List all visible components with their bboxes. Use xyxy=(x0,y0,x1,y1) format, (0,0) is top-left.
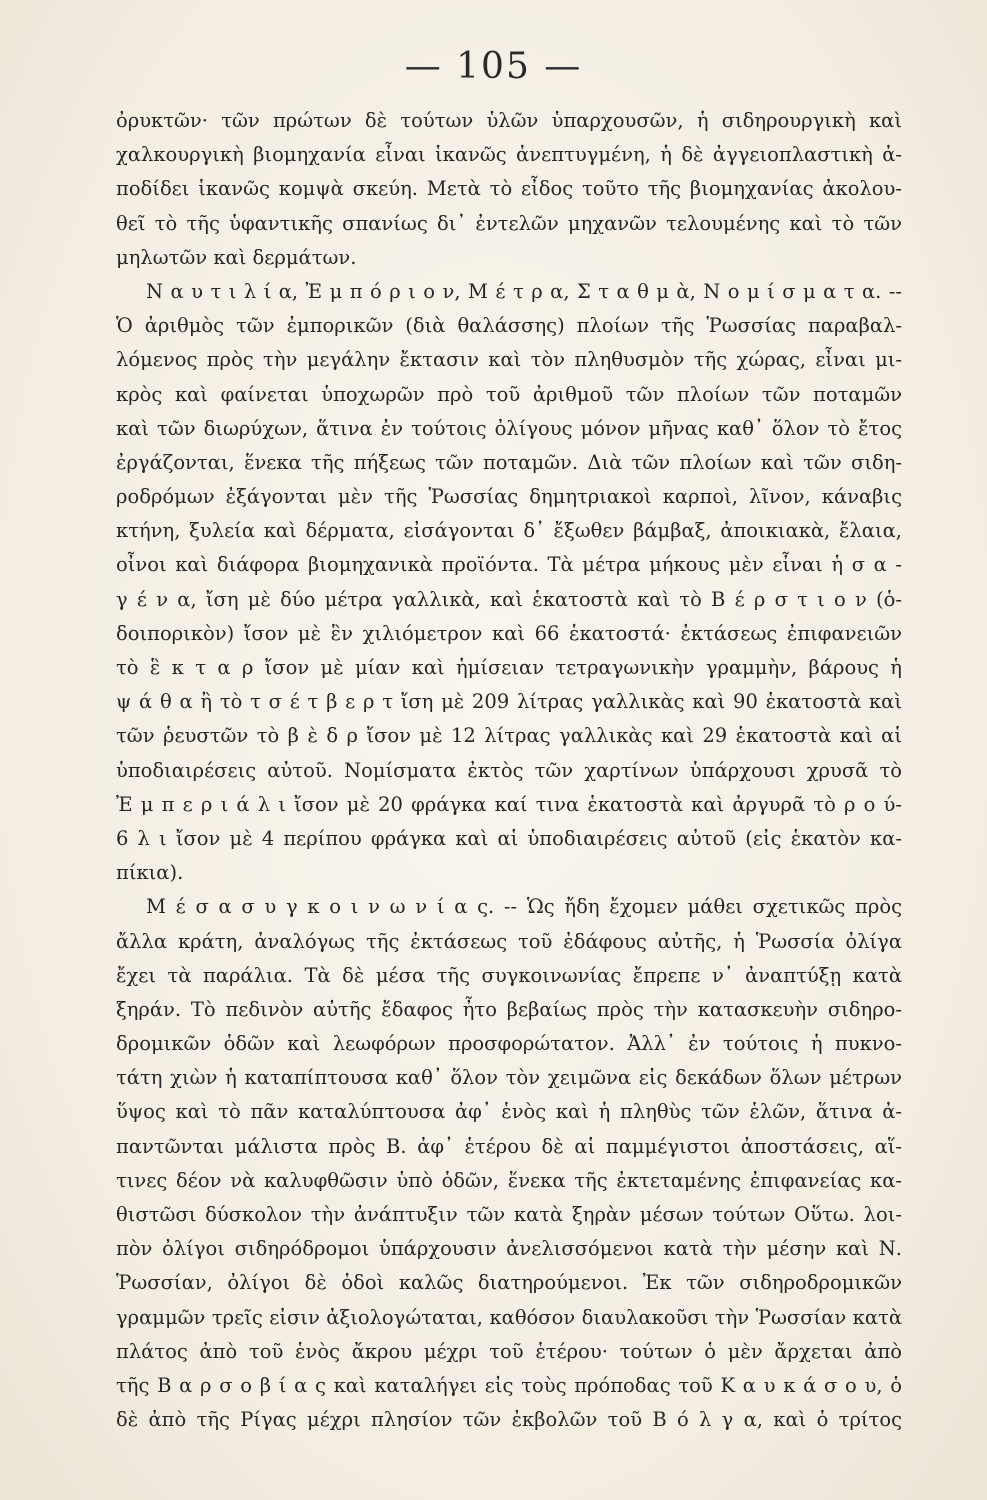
text-line: γραμμῶν τρεῖς εἰσιν ἀξιολογώταται, καθόσον διαυλακοῦσι τὴν Ῥωσσίαν κατὰ xyxy=(116,1305,902,1329)
text-line: πὸν ὀλίγοι σιδηρόδρομοι ὑπάρχουσιν ἀνελισσόμενοι κατὰ τὴν μέσην καὶ Ν. xyxy=(116,1237,902,1261)
text-line: κτήνη, ξυλεία καὶ δέρματα, εἰσάγονται δ᾽ ἔξωθεν βάμβαξ, ἀποικιακὰ, ἔλαια, xyxy=(116,519,902,543)
text-line: χαλκουργικὴ βιομηχανία εἶναι ἱκανῶς ἀνεπτυγμένη, ἡ δὲ ἀγγειοπλαστικὴ ἀ- xyxy=(116,143,902,167)
section-heading-line: Μ έ σ α σ υ γ κ ο ι ν ω ν ί α ς. -- Ὡς ἤδη ἔχομεν μάθει σχετικῶς πρὸς xyxy=(146,895,902,919)
text-line: πίκια). xyxy=(116,861,184,885)
page-number: — 105 — xyxy=(404,46,583,87)
text-line: θεῖ τὸ τῆς ὑφαντικῆς σπανίως δι᾽ ἐντελῶν μηχανῶν τελουμένης καὶ τὸ τῶν xyxy=(116,211,902,235)
text-line: Ῥωσσίαν, ὀλίγοι δὲ ὁδοὶ καλῶς διατηρούμενοι. Ἐκ τῶν σιδηροδρομικῶν xyxy=(116,1271,902,1295)
text-line: τινες δέον νὰ καλυφθῶσιν ὑπὸ ὁδῶν, ἕνεκα τῆς ἐκτεταμένης ἐπιφανείας κα- xyxy=(116,1168,902,1192)
text-line: ὀρυκτῶν· τῶν πρώτων δὲ τούτων ὑλῶν ὑπαρχουσῶν, ἡ σιδηρουργικὴ καὶ xyxy=(116,109,902,132)
body-text xyxy=(116,104,902,1437)
text-line: τῶν ῥευστῶν τὸ β ὲ δ ρ ἴσον μὲ 12 λίτρας γαλλικὰς καὶ 29 ἑκατοστὰ καὶ αἱ xyxy=(116,724,902,748)
text-line: δοιπορικὸν) ἴσον μὲ ἓν χιλιόμετρον καὶ 66 ἑκατοστά· ἐκτάσεως ἐπιφανειῶν xyxy=(116,621,902,645)
text-line: ξηράν. Τὸ πεδινὸν αὐτῆς ἔδαφος ἦτο βεβαίως πρὸς τὴν κατασκευὴν σιδηρο- xyxy=(116,997,902,1021)
text-line: Ἐ μ π ε ρ ι ά λ ι ἴσον μὲ 20 φράγκα καί τινα ἑκατοστὰ καὶ ἀργυρᾶ τὸ ρ ο ύ- xyxy=(116,792,902,816)
text-line: ὑποδιαιρέσεις αὐτοῦ. Νομίσματα ἐκτὸς τῶν χαρτίνων ὑπάρχουσι χρυσᾶ τὸ xyxy=(116,758,902,782)
text-line: πλάτος ἀπὸ τοῦ ἑνὸς ἄκρου μέχρι τοῦ ἑτέρου· τούτων ὁ μὲν ἄρχεται ἀπὸ xyxy=(116,1339,902,1363)
text-line: δὲ ἀπὸ τῆς Ρίγας μέχρι πλησίον τῶν ἐκβολῶν τοῦ Β ό λ γ α, καὶ ὁ τρίτος xyxy=(116,1408,902,1432)
text-line: Ὁ ἀριθμὸς τῶν ἐμπορικῶν (διὰ θαλάσσης) πλοίων τῆς Ῥωσσίας παραβαλ- xyxy=(116,314,902,338)
text-line: ὕψος καὶ τὸ πᾶν καταλύπτουσα ἀφ᾽ ἑνὸς καὶ ἡ πληθὺς τῶν ἑλῶν, ἅτινα ἀ- xyxy=(116,1100,902,1124)
text-line: παντῶνται μάλιστα πρὸς Β. ἀφ᾽ ἑτέρου δὲ αἱ παμμέγιστοι ἀποστάσεις, αἵ- xyxy=(116,1134,902,1158)
text-line: μηλωτῶν καὶ δερμάτων. xyxy=(116,245,357,269)
text-line: ἐργάζονται, ἕνεκα τῆς πήξεως τῶν ποταμῶν. Διὰ τῶν πλοίων καὶ τῶν σιδη- xyxy=(116,450,902,474)
text-line: τὸ ἓ κ τ α ρ ἴσον μὲ μίαν καὶ ἡμίσειαν τετραγωνικὴν γραμμὴν, βάρους ἡ xyxy=(116,656,902,679)
text-line: 6 λ ι ἴσον μὲ 4 περίπου φράγκα καὶ αἱ ὑποδιαιρέσεις αὐτοῦ (εἰς ἑκατὸν κα- xyxy=(116,826,902,850)
text-line: κρὸς καὶ φαίνεται ὑποχωρῶν πρὸ τοῦ ἀριθμοῦ τῶν πλοίων τῶν ποταμῶν xyxy=(116,382,902,406)
text-line: ἄλλα κράτη, ἀναλόγως τῆς ἐκτάσεως τοῦ ἐδάφους αὐτῆς, ἡ Ῥωσσία ὀλίγα xyxy=(116,929,902,953)
text-line: ἔχει τὰ παράλια. Τὰ δὲ μέσα τῆς συγκοινωνίας ἔπρεπε ν᾽ ἀναπτύξῃ κατὰ xyxy=(116,963,902,987)
text-line: τάτη χιὼν ἡ καταπίπτουσα καθ᾽ ὅλον τὸν χειμῶνα εἰς δεκάδων ὅλων μέτρων xyxy=(116,1066,902,1090)
section-heading-line: Ν α υ τ ι λ ί α, Ἐ μ π ό ρ ι ο ν, Μ έ τ ρ α, Σ τ α θ μ ὰ, Ν ο μ ί σ μ α τ α. -- xyxy=(146,279,902,303)
text-line: ψ ά θ α ἢ τὸ τ σ έ τ β ε ρ τ ἴση μὲ 209 λίτρας γαλλικὰς καὶ 90 ἑκατοστὰ καὶ xyxy=(116,690,902,714)
text-line: τῆς Β α ρ σ ο β ί α ς καὶ καταλήγει εἰς τοὺς πρόποδας τοῦ Κ α υ κ ά σ ο υ, ὁ xyxy=(116,1373,902,1397)
text-line: καὶ τῶν διωρύχων, ἅτινα ἐν τούτοις ὀλίγους μόνον μῆνας καθ᾽ ὅλον τὸ ἔτος xyxy=(116,416,902,440)
text-line: οἶνοι καὶ διάφορα βιομηχανικὰ προϊόντα. Τὰ μέτρα μήκους μὲν εἶναι ἡ σ α - xyxy=(116,553,902,577)
text-line: θιστῶσι δύσκολον τὴν ἀνάπτυξιν τῶν κατὰ ξηρὰν μέσων τούτων Οὕτω. λοι- xyxy=(116,1203,902,1226)
text-line: δρομικῶν ὁδῶν καὶ λεωφόρων προσφορώτατον. Ἀλλ᾽ ἐν τούτοις ἡ πυκνο- xyxy=(116,1032,902,1056)
text-line: ροδρόμων ἐξάγονται μὲν τῆς Ῥωσσίας δημητριακοὶ καρποὶ, λῖνον, κάναβις xyxy=(116,485,902,509)
text-line: γ έ ν α, ἴση μὲ δύο μέτρα γαλλικὰ, καὶ ἑκατοστὰ καὶ τὸ Β έ ρ σ τ ι ο ν (ὁ- xyxy=(116,587,902,611)
text-line: λόμενος πρὸς τὴν μεγάλην ἔκτασιν καὶ τὸν πληθυσμὸν τῆς χώρας, εἶναι μι- xyxy=(116,348,902,372)
text-line: ποδίδει ἱκανῶς κομψὰ σκεύη. Μετὰ τὸ εἶδος τοῦτο τῆς βιομηχανίας ἀκολου- xyxy=(116,177,902,201)
